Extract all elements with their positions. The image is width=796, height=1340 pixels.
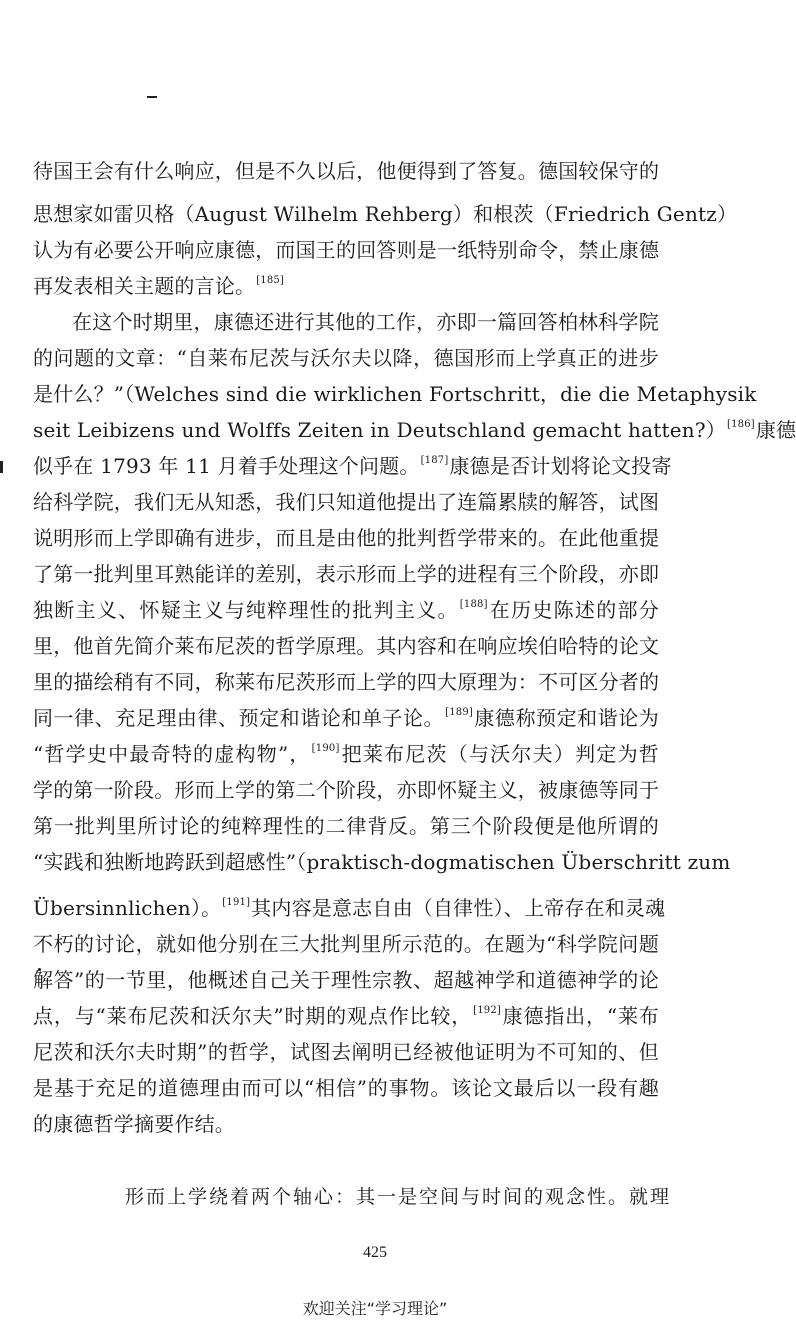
text-line: seit Leibizens und Wolffs Zeiten in Deutschland gemacht hatten?）[186]康德 [33, 418, 796, 442]
text-line: 不朽的讨论，就如他分别在三大批判里所示范的。在题为“科学院问题 [33, 932, 659, 956]
footnote-ref: [190] [311, 743, 340, 754]
text-line: 待国王会有什么响应，但是不久以后，他便得到了答复。德国较保守的 [33, 159, 660, 183]
text-line: 再发表相关主题的言论。[185] [33, 274, 285, 298]
scan-mark [147, 96, 157, 98]
text-line: 是什么？”（Welches sind die wirklichen Fortschritt，die die Metaphysik [33, 382, 757, 406]
text-line: 了第一批判里耳熟能详的差别，表示形而上学的进程有三个阶段，亦即 [33, 562, 660, 586]
footnote-ref: [188] [459, 599, 488, 610]
text-line: “哲学史中最奇特的虚构物”，[190]把莱布尼茨（与沃尔夫）判定为哲 [33, 742, 660, 766]
text-line: 独断主义、怀疑主义与纯粹理性的批判主义。[188]在历史陈述的部分 [33, 598, 660, 622]
footnote-ref: [192] [473, 1005, 501, 1016]
footnote-ref: [186] [726, 419, 755, 430]
scan-mark [0, 461, 3, 473]
text-line: 给科学院，我们无从知悉，我们只知道他提出了连篇累牍的解答，试图 [33, 490, 660, 514]
text-line: Übersinnlichen）。[191]其内容是意志自由（自律性）、上帝存在和灵魂 [33, 896, 666, 920]
page-number: 425 [363, 1244, 387, 1261]
text-line: 里的描绘稍有不同，称莱布尼茨形而上学的四大原理为：不可区分者的 [33, 670, 660, 694]
text-line: 同一律、充足理由律、预定和谐论和单子论。[189]康德称预定和谐论为 [33, 706, 659, 730]
text-line: 是基于充足的道德理由而可以“相信”的事物。该论文最后以一段有趣 [33, 1076, 659, 1100]
footnote-ref: [189] [445, 707, 473, 718]
text-line: 认为有必要公开响应康德，而国王的回答则是一纸特别命令，禁止康德 [33, 238, 660, 262]
text-line: 第一批判里所讨论的纯粹理性的二律背反。第三个阶段便是他所谓的 [33, 814, 659, 838]
text-line: 的问题的文章：“自莱布尼茨与沃尔夫以降，德国形而上学真正的进步 [33, 346, 659, 370]
text-line: 说明形而上学即确有进步，而且是由他的批判哲学带来的。在此他重提 [33, 526, 660, 550]
text-line: 思想家如雷贝格（August Wilhelm Rehberg）和根茨（Friedrich Gentz） [33, 202, 738, 226]
text-line: 解答”的一节里，他概述自己关于理性宗教、超越神学和道德神学的论 [33, 968, 659, 992]
text-line: 似乎在 1793 年 11 月着手处理这个问题。[187]康德是否计划将论文投寄 [33, 454, 672, 478]
quote-line: 形而上学绕着两个轴心：其一是空间与时间的观念性。就理 [125, 1186, 672, 1208]
text-line: “实践和独断地跨跃到超感性”（praktisch-dogmatischen Überschritt zum [33, 850, 731, 874]
footnote-ref: [187] [420, 455, 449, 466]
text-line: 点，与“莱布尼茨和沃尔夫”时期的观点作比较，[192]康德指出，“莱布 [33, 1004, 659, 1028]
text-line: 学的第一阶段。形而上学的第二个阶段，亦即怀疑主义，被康德等同于 [33, 778, 660, 802]
footnote-ref: [185] [256, 275, 285, 286]
footnote-ref: [191] [222, 897, 251, 908]
text-line: 里，他首先简介莱布尼茨的哲学原理。其内容和在响应埃伯哈特的论文 [33, 634, 660, 658]
watermark-text: 欢迎关注“学习理论” [302, 1299, 448, 1318]
text-line: 尼茨和沃尔夫时期”的哲学，试图去阐明已经被他证明为不可知的、但 [33, 1040, 659, 1064]
text-line: 在这个时期里，康德还进行其他的工作，亦即一篇回答柏林科学院 [72, 310, 659, 334]
text-line: 的康德哲学摘要作结。 [33, 1112, 235, 1136]
